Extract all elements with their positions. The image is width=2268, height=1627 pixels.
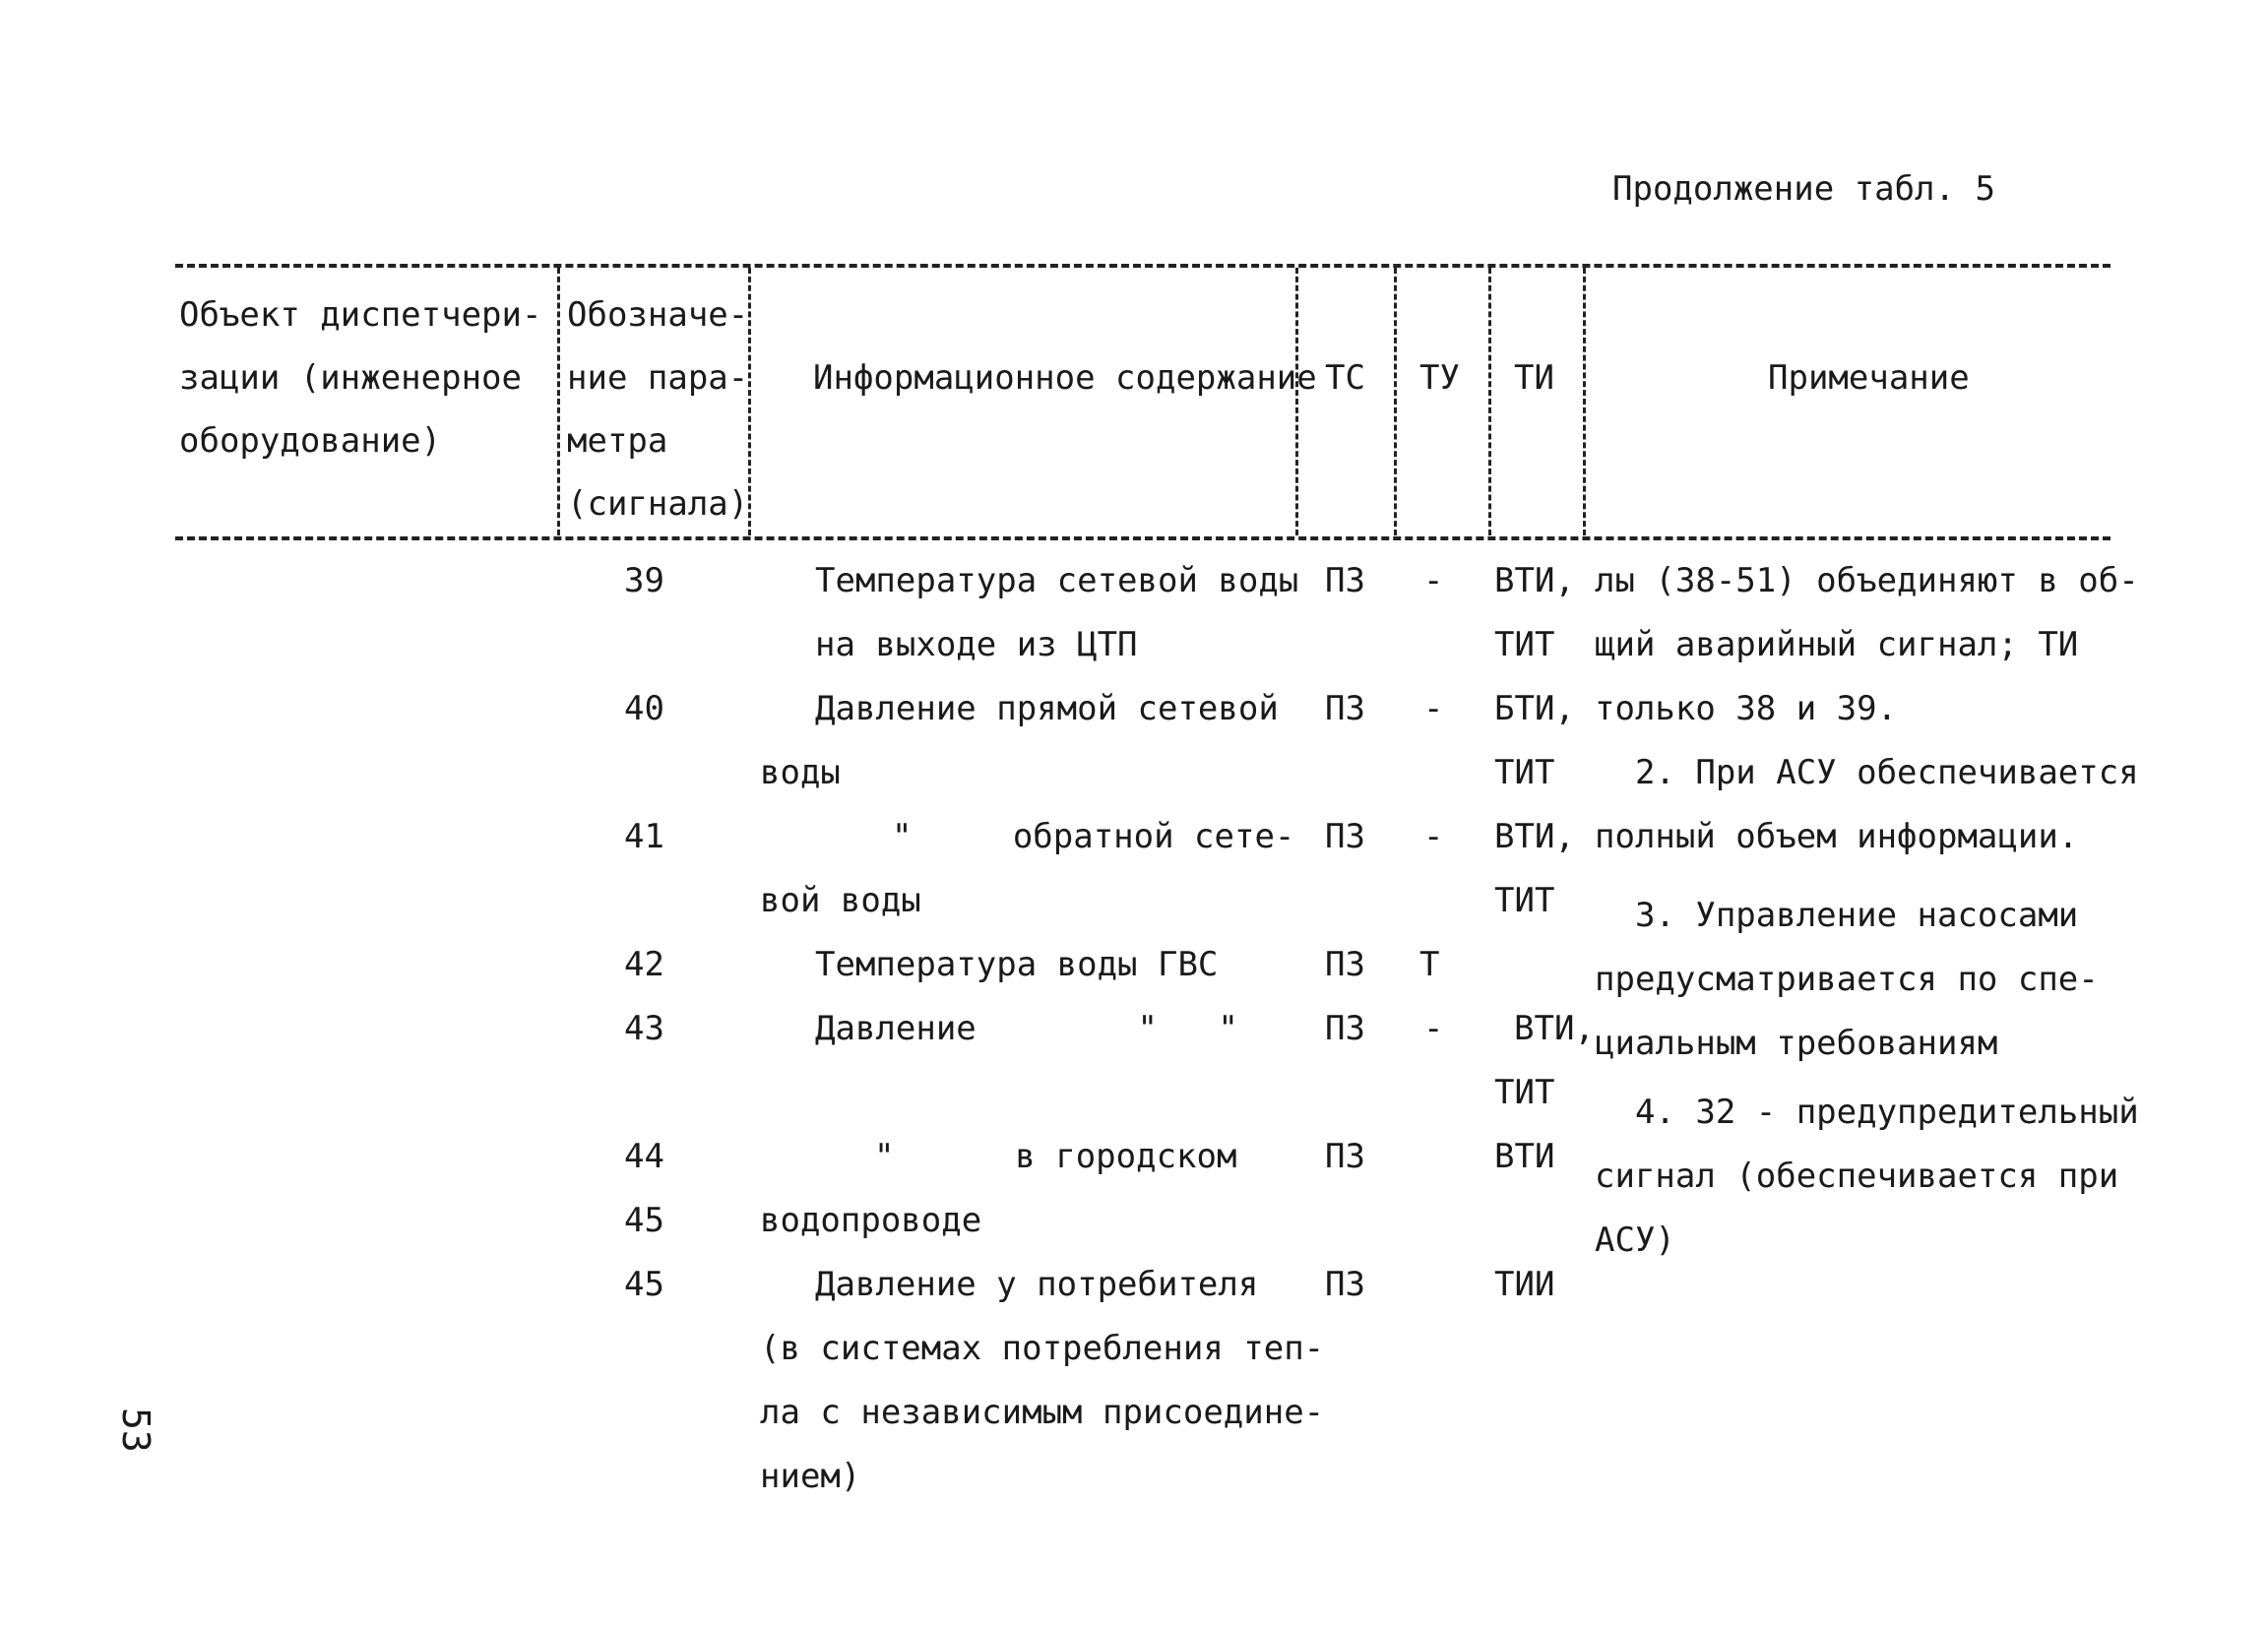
note-line: 2. При АСУ обеспечивается [1595,753,2139,792]
row-ts: ПЗ [1325,1265,1365,1304]
col-divider-5 [1488,268,1491,535]
note-line: циальным требованиям [1595,1024,1998,1063]
header-object-line-3: оборудование) [179,421,442,461]
note-line: только 38 и 39. [1595,689,1898,728]
row-tu: - [1423,689,1444,728]
row-content: воды [760,753,841,792]
row-content: " в городском [874,1137,1237,1176]
row-number: 43 [624,1009,664,1048]
row-ti: ВТИ, [1514,1009,1595,1048]
row-number: 42 [624,945,664,984]
row-ti: ВТИ, [1494,817,1575,856]
header-bottom-rule [175,536,2110,540]
row-content: водопроводе [760,1201,982,1240]
header-information-content: Информационное содержание [813,358,1317,398]
row-number: 40 [624,689,664,728]
header-object-line-1: Объект диспетчери- [179,295,542,335]
row-content: Температура воды ГВС [815,945,1219,984]
row-tu: Т [1419,945,1440,984]
row-number: 39 [624,561,664,600]
row-ts: ПЗ [1325,689,1365,728]
row-ts: ПЗ [1325,945,1365,984]
row-ts: ПЗ [1325,1009,1365,1048]
note-line: лы (38-51) объединяют в об- [1595,561,2139,600]
row-content: нием) [760,1457,861,1496]
row-ts: ПЗ [1325,1137,1365,1176]
row-content: (в системах потребления теп- [760,1329,1325,1368]
row-ts: ПЗ [1325,561,1365,600]
table-caption: Продолжение табл. 5 [1612,169,1995,209]
row-tu: - [1423,817,1444,856]
row-tu: - [1423,561,1444,600]
col-divider-3 [1295,268,1298,535]
row-content: Давление у потребителя [815,1265,1259,1304]
row-ti: ТИТ [1494,1073,1555,1112]
header-object-line-2: зации (инженерное [179,358,522,398]
note-line: АСУ) [1595,1220,1675,1260]
row-ti: БТИ, [1494,689,1575,728]
col-divider-2 [748,268,751,535]
header-tu: ТУ [1419,358,1460,398]
note-line: полный объем информации. [1595,817,2079,856]
row-ti: ТИТ [1494,625,1555,664]
row-content: ла с независимым присоедине- [760,1393,1325,1432]
note-line: сигнал (обеспечивается при [1595,1157,2119,1196]
row-content: Давление прямой сетевой [815,689,1279,728]
col-divider-4 [1394,268,1397,535]
row-content: Давление " " [815,1009,1238,1048]
col-divider-6 [1583,268,1586,535]
row-number: 41 [624,817,664,856]
header-designation-line-1: Обозначе- [567,295,749,335]
header-designation-line-4: (сигнала) [567,484,749,524]
row-number: 45 [624,1201,664,1240]
note-line: 3. Управление насосами [1595,896,2079,935]
header-ts: ТС [1325,358,1365,398]
row-ti: ВТИ [1494,1137,1555,1176]
row-content: вой воды [760,881,921,920]
page-number: 53 [114,1408,158,1453]
row-number: 45 [624,1265,664,1304]
row-content: " обратной сете- [892,817,1295,856]
header-ti: ТИ [1514,358,1554,398]
row-content: Температура сетевой воды [815,561,1299,600]
row-number: 44 [624,1137,664,1176]
row-ti: ТИИ [1494,1265,1555,1304]
row-ti: ВТИ, [1494,561,1575,600]
row-ts: ПЗ [1325,817,1365,856]
row-content: на выходе из ЦТП [815,625,1138,664]
row-tu: - [1423,1009,1444,1048]
header-designation-line-2: ние пара- [567,358,749,398]
note-line: щий аварийный сигнал; ТИ [1595,625,2079,664]
note-line: предусматривается по спе- [1595,960,2099,999]
header-note: Примечание [1768,358,1970,398]
row-ti: ТИТ [1494,753,1555,792]
header-designation-line-3: метра [567,421,668,461]
header-top-rule [175,264,2110,268]
col-divider-1 [557,268,560,535]
row-ti: ТИТ [1494,881,1555,920]
note-line: 4. 32 - предупредительный [1595,1093,2139,1132]
